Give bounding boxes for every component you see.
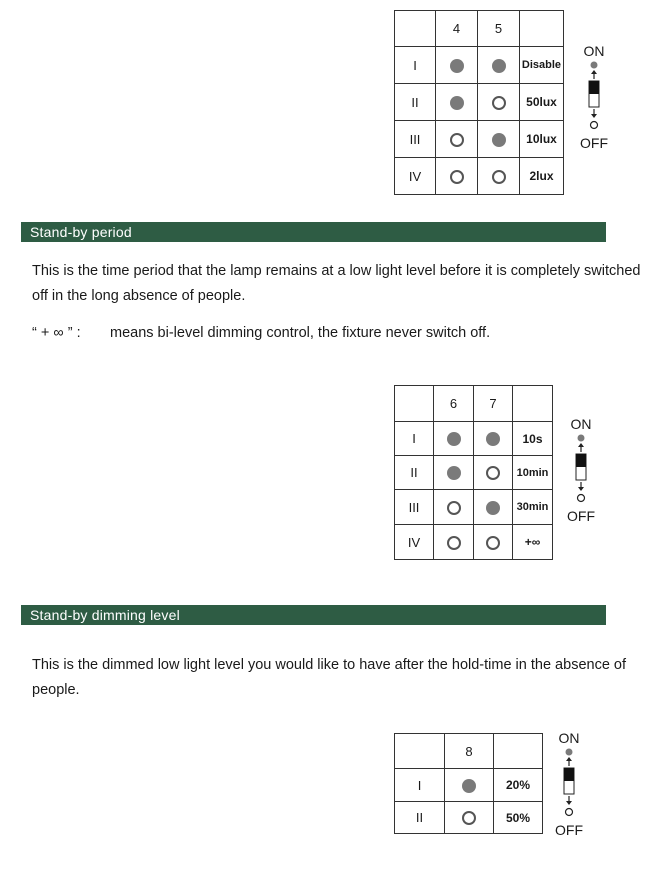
row-value: 10s	[513, 422, 553, 456]
dip-on-icon	[486, 501, 500, 515]
dip-on-icon	[450, 59, 464, 73]
row-value: 30min	[513, 490, 553, 525]
switch-off-label: OFF	[567, 508, 595, 524]
table-row	[395, 802, 543, 834]
dip-table-standby-dimming	[394, 733, 543, 834]
dip-table-detection-sensitivity	[394, 10, 564, 195]
dip-off-icon	[462, 811, 476, 825]
row-value: 10min	[513, 456, 553, 490]
row-value: 20%	[494, 769, 543, 802]
dip-switch-legend	[574, 43, 614, 151]
row-value: 2lux	[520, 158, 564, 195]
switch-on-label: ON	[558, 730, 580, 746]
row-label: II	[395, 84, 436, 121]
row-label: III	[395, 121, 436, 158]
row-label: IV	[395, 525, 434, 560]
infinity-note-text: means bi-level dimming control, the fixture never switch off.	[110, 325, 491, 341]
table-row	[395, 84, 564, 121]
dip-switch-icon	[573, 432, 589, 508]
row-value: Disable	[520, 47, 564, 84]
header-cell-switch-7: 7	[474, 386, 513, 422]
table-row	[395, 525, 553, 560]
table-row	[395, 490, 553, 525]
dip-on-icon	[447, 432, 461, 446]
header-cell-value	[513, 386, 553, 422]
dip-on-icon	[447, 466, 461, 480]
dip-switch-legend	[549, 730, 589, 838]
dip-on-icon	[492, 59, 506, 73]
dip-off-icon	[492, 96, 506, 110]
row-value: +∞	[513, 525, 553, 560]
table-row	[395, 121, 564, 158]
switch-off-label: OFF	[580, 135, 608, 151]
dip-off-icon	[447, 536, 461, 550]
dip-switch-icon	[561, 746, 577, 822]
switch-on-label: ON	[583, 43, 605, 59]
dip-off-icon	[492, 170, 506, 184]
standby-period-description: This is the time period that the lamp remains at a low light level before it is completely switched off in the long absence of people.	[32, 263, 641, 304]
row-label: I	[395, 769, 445, 802]
section-title-standby-dimming-level: Stand-by dimming level	[21, 605, 606, 625]
dip-on-icon	[462, 779, 476, 793]
table-row	[395, 47, 564, 84]
table-row	[395, 422, 553, 456]
row-value: 50lux	[520, 84, 564, 121]
table-row	[395, 158, 564, 195]
header-cell-switch-8: 8	[445, 734, 494, 769]
dip-off-icon	[486, 466, 500, 480]
dip-on-icon	[450, 96, 464, 110]
row-label: I	[395, 422, 434, 456]
row-label: I	[395, 47, 436, 84]
header-cell-empty	[395, 11, 436, 47]
header-cell-empty	[395, 734, 445, 769]
infinity-note	[32, 323, 490, 343]
row-label: II	[395, 802, 445, 834]
row-label: IV	[395, 158, 436, 195]
dip-off-icon	[450, 170, 464, 184]
switch-off-label: OFF	[555, 822, 583, 838]
header-cell-switch-6: 6	[434, 386, 474, 422]
row-value: 10lux	[520, 121, 564, 158]
dip-on-icon	[492, 133, 506, 147]
row-value: 50%	[494, 802, 543, 834]
row-label: III	[395, 490, 434, 525]
header-cell-switch-4: 4	[436, 11, 478, 47]
table-row	[395, 769, 543, 802]
table-row	[395, 456, 553, 490]
section-title-standby-period: Stand-by period	[21, 222, 606, 242]
dip-off-icon	[486, 536, 500, 550]
header-cell-value	[520, 11, 564, 47]
header-cell-switch-5: 5	[478, 11, 520, 47]
dip-table-standby-period	[394, 385, 553, 560]
row-label: II	[395, 456, 434, 490]
header-cell-value	[494, 734, 543, 769]
switch-on-label: ON	[570, 416, 592, 432]
standby-dimming-description: This is the dimmed low light level you would like to have after the hold-time in the absence of people.	[32, 657, 627, 698]
dip-off-icon	[447, 501, 461, 515]
dip-switch-icon	[586, 59, 602, 135]
dip-switch-legend	[561, 416, 601, 524]
infinity-note-symbol: “ + ∞ ” :	[32, 325, 81, 341]
dip-on-icon	[486, 432, 500, 446]
dip-off-icon	[450, 133, 464, 147]
header-cell-empty	[395, 386, 434, 422]
